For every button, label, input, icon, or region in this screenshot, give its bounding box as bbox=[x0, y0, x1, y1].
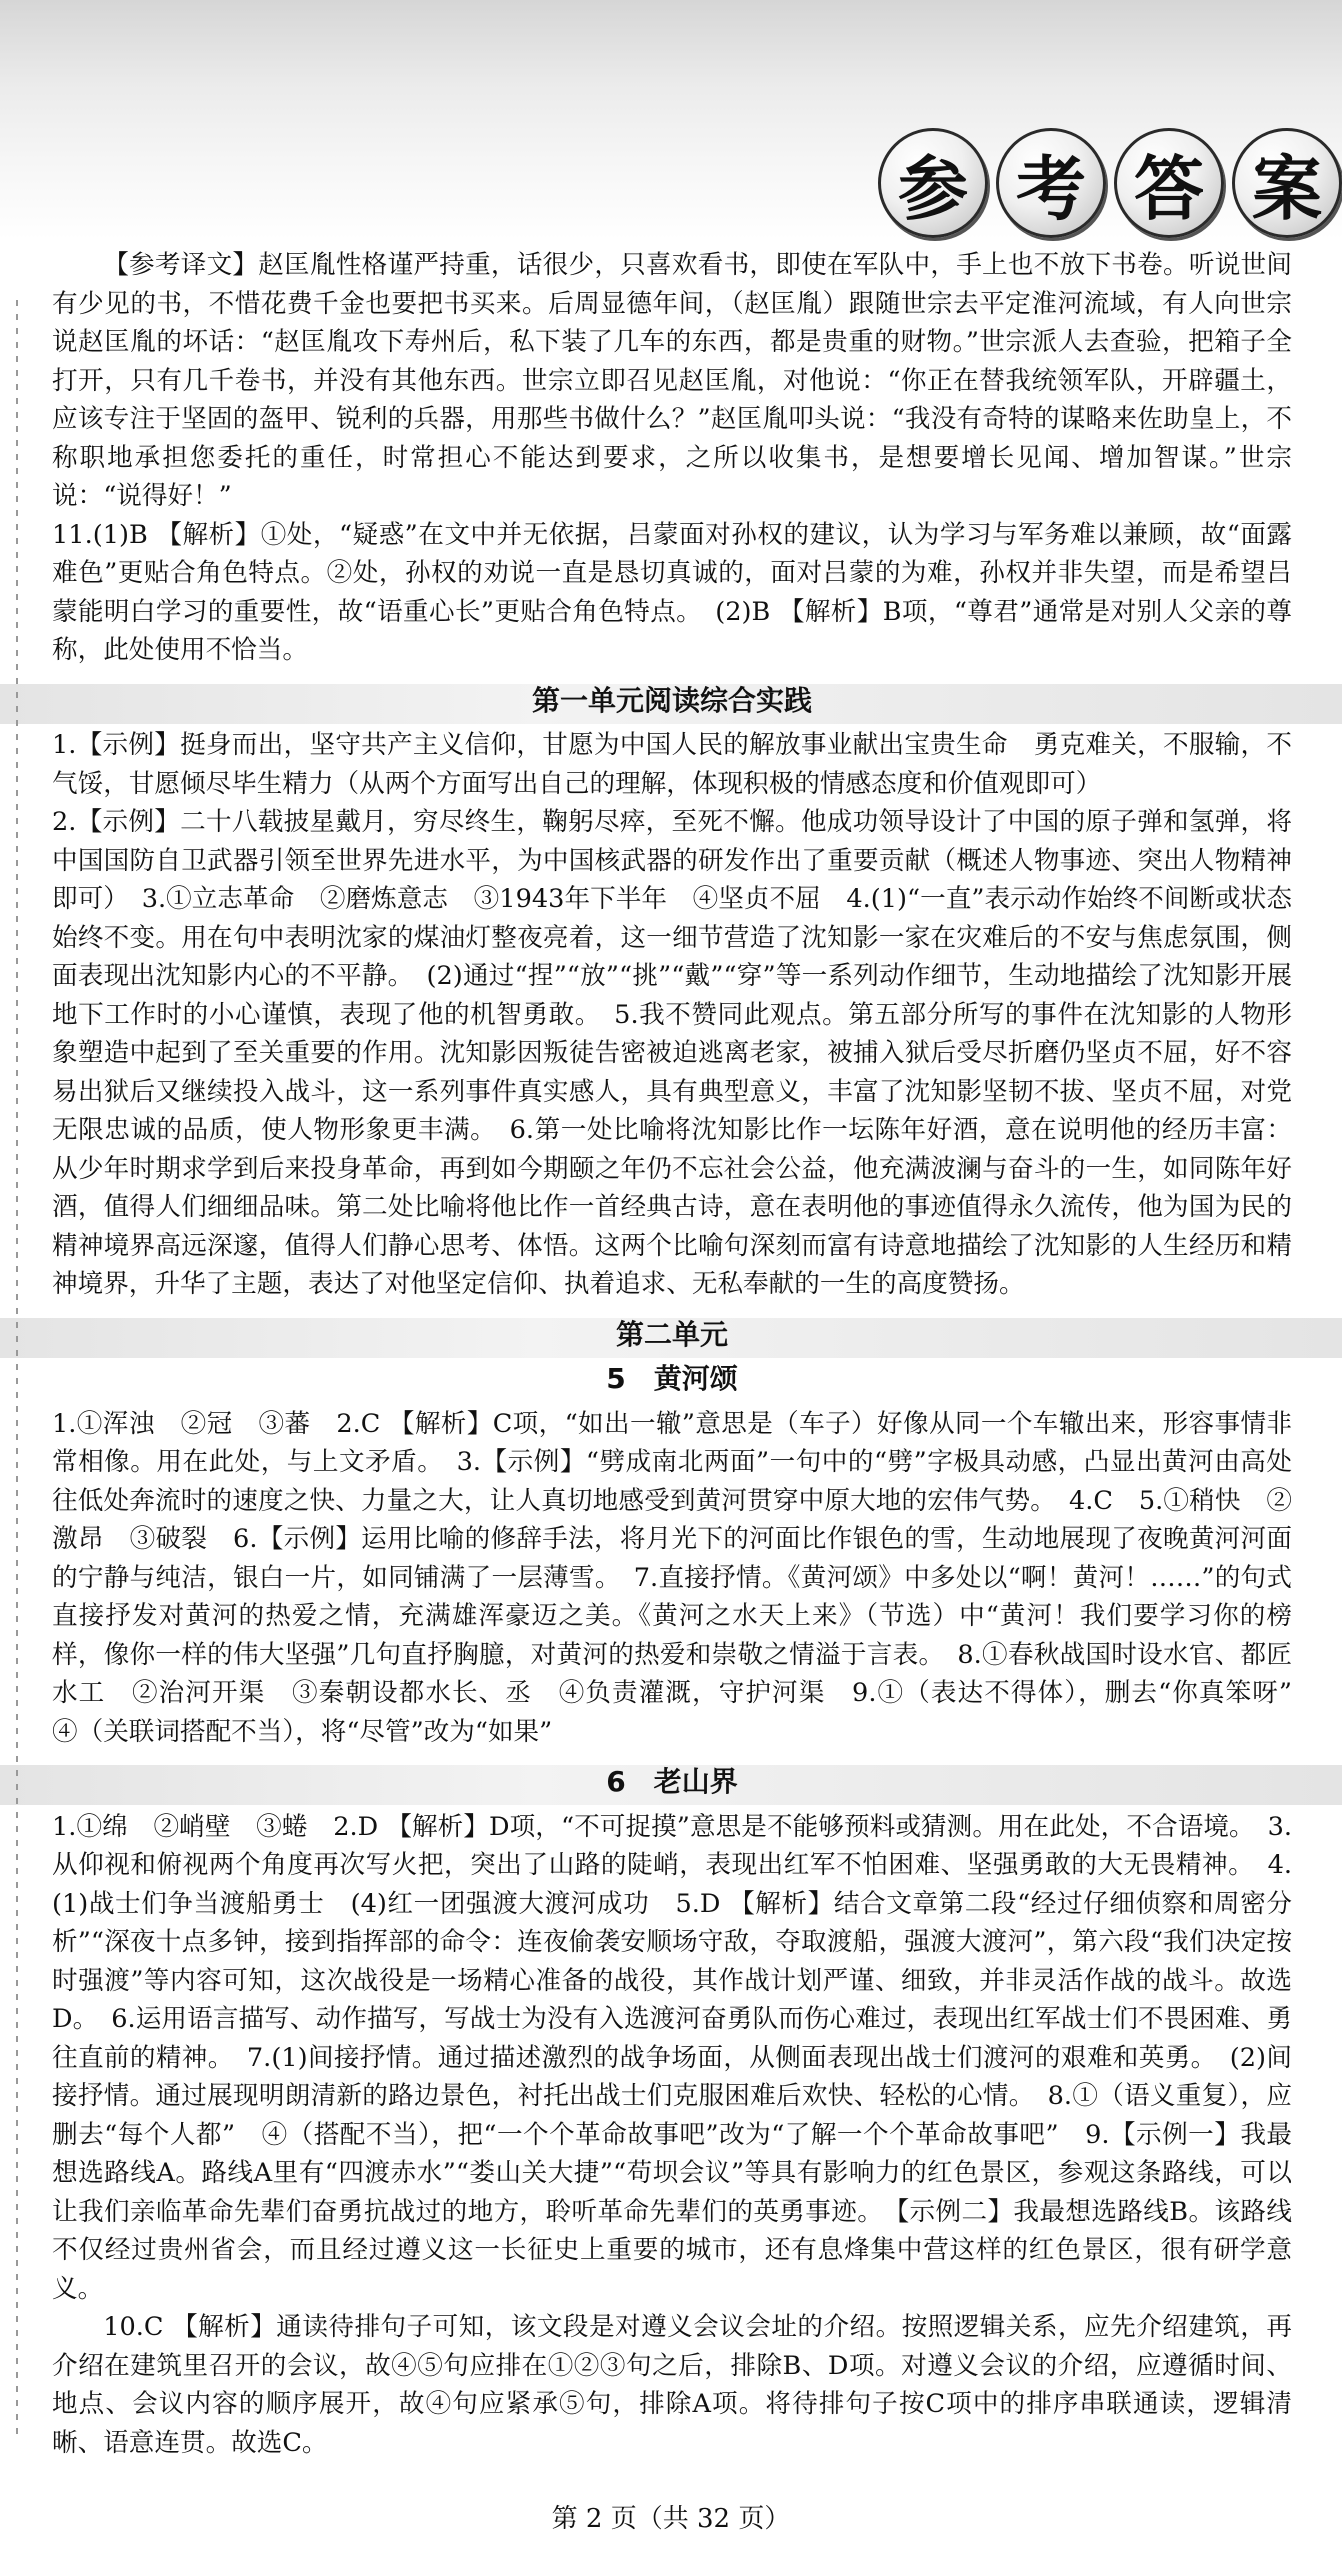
answer-paragraph: 10.C 【解析】通读待排句子可知，该文段是对遵义会议会址的介绍。按照逻辑关系，应先介绍建筑，再介绍在建筑里召开的会议，故④⑤句应排在①②③句之后，排除B、D项。对遵义会议的介绍，应遵循时间、地点、会议内容的顺序展开，故④句应紧承⑤句，排除A项。将待排句子按C项中的排序串联通读，逻辑清晰、语意连贯。故选C。 bbox=[52, 2312, 1292, 2458]
lesson-title: 5 黄河颂 bbox=[606, 1362, 738, 1395]
section-title: 第二单元 bbox=[52, 1316, 1292, 1355]
answer-paragraph: 1.①绵 ②峭壁 ③蜷 2.D 【解析】D项，“不可捉摸”意思是不能够预料或猜测。用在此处，不合语境。 3.从仰视和俯视两个角度再次写火把，突出了山路的陡峭，表现出红军不怕困难、坚强勇敢的大无畏精神。 4.(1)战士们争当渡船勇士 (4)红一团强渡大渡河成功 5.D 【解析】结合文章第二段“经过仔细侦察和周密分析”“深夜十点多钟，接到指挥部的命令：连夜偷袭安顺场守敌，夺取渡船，强渡大渡河”，第六段“我们决定按时强渡”等内容可知，这次战役是一场精心准备的战役，其作战计划严谨、细致，并非灵活作战的战斗。故选D。 6.运用语言描写、动作描写，写战士为没有入选渡河奋勇队而伤心难过，表现出红军战士们不畏困难、勇往直前的精神。 7.(1)间接抒情。通过描述激烈的战争场面，从侧面表现出战士们渡河的艰难和英勇。 (2)间接抒情。通过展现明朗清新的路边景色，衬托出战士们克服困难后欢快、轻松的心情。 8.①（语义重复），应删去“每个人都” ④（搭配不当），把“一个个革命故事吧”改为“了解一个个革命故事吧” 9.【示例一】我最想选路线A。路线A里有“四渡赤水”“娄山关大捷”“苟坝会议”等具有影响力的红色景区，参观这条路线，可以让我们亲临革命先辈们奋勇抗战过的地方，聆听革命先辈们的英勇事迹。 【示例二】我最想选路线B。该路线不仅经过贵州省会，而且经过遵义这一长征史上重要的城市，还有息烽集中营这样的红色景区，很有研学意义。 bbox=[52, 1811, 1292, 2304]
page-number: 第 2 页（共 32 页） bbox=[551, 2504, 791, 2534]
answer-paragraph: 2.【示例】二十八载披星戴月，穷尽终生，鞠躬尽瘁，至死不懈。他成功领导设计了中国的原子弹和氢弹，将中国国防自卫武器引领至世界先进水平，为中国核武器的研发作出了重要贡献（概述人物事迹、突出人物精神即可） 3.①立志革命 ②磨炼意志 ③1943年下半年 ④坚贞不屈 4.(1)“一直”表示动作始终不间断或状态始终不变。用在句中表明沈家的煤油灯整夜亮着，这一细节营造了沈知影一家在灾难后的不安与焦虑氛围，侧面表现出沈知影内心的不平静。 (2)通过“捏”“放”“挑”“戴”“穿”等一系列动作细节，生动地描绘了沈知影开展地下工作时的小心谨慎，表现了他的机智勇敢。 5.我不赞同此观点。第五部分所写的事件在沈知影的人物形象塑造中起到了至关重要的作用。沈知影因叛徒告密被迫逃离老家，被捕入狱后受尽折磨仍坚贞不屈，好不容易出狱后又继续投入战斗，这一系列事件真实感人，具有典型意义，丰富了沈知影坚韧不拔、坚贞不屈，对党无限忠诚的品质，使人物形象更丰满。 6.第一处比喻将沈知影比作一坛陈年好酒，意在说明他的经历丰富：从少年时期求学到后来投身革命，再到如今期颐之年仍不忘社会公益，他充满波澜与奋斗的一生，如同陈年好酒，值得人们细细品味。第二处比喻将他比作一首经典古诗，意在表明他的事迹值得永久流传，他为国为民的精神境界高远深邃，值得人们静心思考、体悟。这两个比喻句深刻而富有诗意地描绘了沈知影的人生经历和精神境界，升华了主题，表达了对他坚定信仰、执着追求、无私奉献的一生的高度赞扬。 bbox=[52, 807, 1292, 1299]
answer-key-title bbox=[878, 128, 1342, 238]
answer-paragraph: 11.(1)B 【解析】①处，“疑惑”在文中并无依据，吕蒙面对孙权的建议，认为学习与军务难以兼顾，故“面露难色”更贴合角色特点。②处，孙权的劝说一直是恳切真诚的，面对吕蒙的为难，孙权并非失望，而是希望吕蒙能明白学习的重要性，故“语重心长”更贴合角色特点。 (2)B 【解析】B项，“尊君”通常是对别人父亲的尊称，此处使用不恰当。 bbox=[52, 519, 1292, 665]
lesson-title: 6 老山界 bbox=[52, 1763, 1292, 1802]
answer-paragraph: 1.【示例】挺身而出，坚守共产主义信仰，甘愿为中国人民的解放事业献出宝贵生命 勇克难关，不服输，不气馁，甘愿倾尽毕生精力（从两个方面写出自己的理解，体现积极的情感态度和价值观即可） bbox=[52, 730, 1292, 799]
translation-paragraph: 【参考译文】赵匡胤性格谨严持重，话很少，只喜欢看书，即使在军队中，手上也不放下书卷。听说世间有少见的书，不惜花费千金也要把书买来。后周显德年间，（赵匡胤）跟随世宗去平定淮河流域，有人向世宗说赵匡胤的坏话：“赵匡胤攻下寿州后，私下装了几车的东西，都是贵重的财物。”世宗派人去查验，把箱子全打开，只有几千卷书，并没有其他东西。世宗立即召见赵匡胤，对他说：“你正在替我统领军队，开辟疆土，应该专注于坚固的盔甲、锐利的兵器，用那些书做什么？”赵匡胤叩头说：“我没有奇特的谋略来佐助皇上，不称职地承担您委托的重任，时常担心不能达到要求，之所以收集书，是想要增长见闻、增加智谋。”世宗说：“说得好！” bbox=[52, 250, 1292, 511]
margin-rule bbox=[16, 300, 18, 2440]
title-char: 参 bbox=[878, 128, 988, 238]
answer-content bbox=[52, 246, 1318, 2462]
section-title: 第一单元阅读综合实践 bbox=[52, 682, 1292, 721]
title-char: 案 bbox=[1232, 128, 1342, 238]
title-char: 考 bbox=[996, 128, 1106, 238]
title-char: 答 bbox=[1114, 128, 1224, 238]
answer-paragraph: 1.①浑浊 ②冠 ③蕃 2.C 【解析】C项，“如出一辙”意思是（车子）好像从同一个车辙出来，形容事情非常相像。用在此处，与上文矛盾。 3.【示例】“劈成南北两面”一句中的“劈”字极具动感，凸显出黄河由高处往低处奔流时的速度之快、力量之大，让人真切地感受到黄河贯穿中原大地的宏伟气势。 4.C 5.①稍快 ②激昂 ③破裂 6.【示例】运用比喻的修辞手法，将月光下的河面比作银色的雪，生动地展现了夜晚黄河河面的宁静与纯洁，银白一片，如同铺满了一层薄雪。 7.直接抒情。《黄河颂》中多处以“啊！黄河！……”的句式直接抒发对黄河的热爱之情，充满雄浑豪迈之美。《黄河之水天上来》（节选）中“黄河！我们要学习你的榜样，像你一样的伟大坚强”几句直抒胸臆，对黄河的热爱和崇敬之情溢于言表。 8.①春秋战国时设水官、都匠水工 ②治河开渠 ③秦朝设都水长、丞 ④负责灌溉，守护河渠 9.①（表达不得体），删去“你真笨呀” ④（关联词搭配不当），将“尽管”改为“如果” bbox=[52, 1408, 1318, 1747]
